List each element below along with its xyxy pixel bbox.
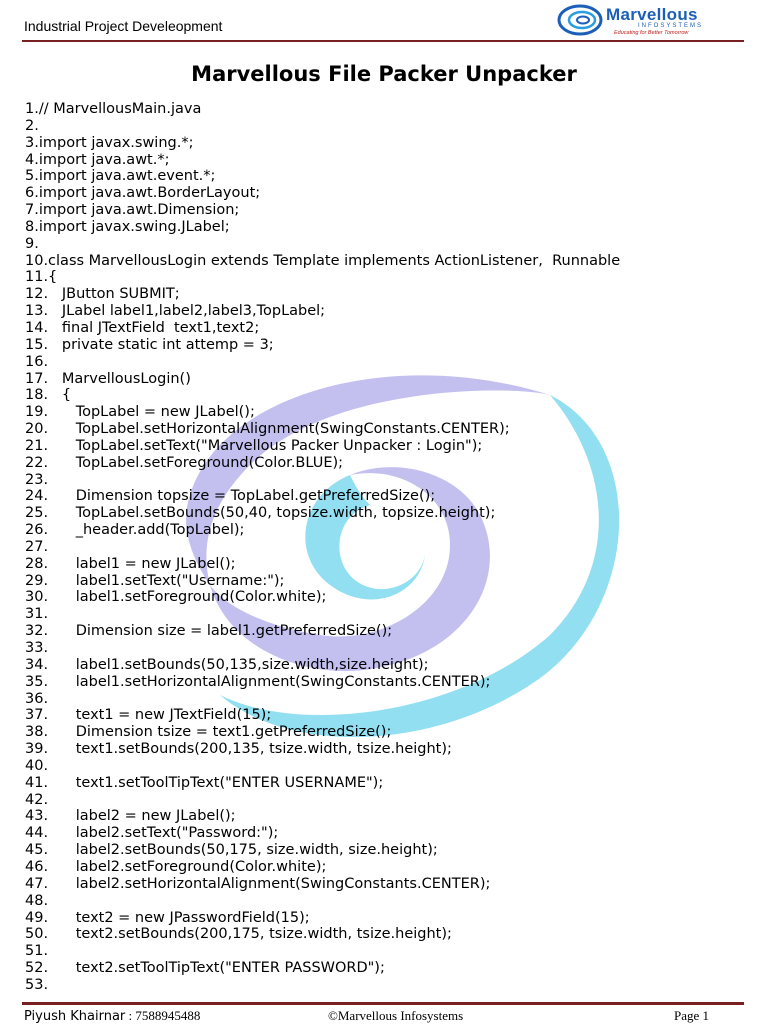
- logo-swirl-icon: [556, 2, 608, 38]
- code-line: 27.: [25, 538, 49, 555]
- code-line: 2.: [25, 117, 39, 134]
- page-header: [0, 0, 768, 44]
- company-logo: [556, 2, 746, 38]
- code-line: 28. label1 = new JLabel();: [25, 555, 236, 572]
- code-line: 5.import java.awt.event.*;: [25, 168, 216, 185]
- code-line: 45. label2.setBounds(50,175, size.width, size.height);: [25, 842, 438, 859]
- code-line: 51.: [25, 943, 49, 960]
- code-line: 23.: [25, 471, 49, 488]
- logo-text: Marvellous: [606, 5, 698, 24]
- code-line: 38. Dimension tsize = text1.getPreferredSize();: [25, 724, 392, 741]
- code-line: 10.class MarvellousLogin extends Template implements ActionListener, Runnable: [25, 252, 621, 269]
- code-line: 8.import javax.swing.JLabel;: [25, 218, 230, 235]
- footer-copyright: ©Marvellous Infosystems: [328, 1008, 464, 1023]
- code-line: 40.: [25, 757, 49, 774]
- code-line: 9.: [25, 235, 39, 252]
- header-title: Industrial Project Develeopment: [24, 18, 223, 34]
- code-listing: [25, 101, 745, 994]
- code-line: 11.{: [25, 269, 58, 286]
- code-line: 3.import javax.swing.*;: [25, 134, 194, 151]
- author-name: Piyush Khairnar: [24, 1009, 126, 1024]
- code-line: 52. text2.setToolTipText("ENTER PASSWORD");: [25, 960, 385, 977]
- code-line: 6.import java.awt.BorderLayout;: [25, 185, 261, 202]
- code-line: 42.: [25, 791, 49, 808]
- code-line: 15. private static int attemp = 3;: [25, 336, 274, 353]
- code-line: 34. label1.setBounds(50,135,size.width,size.height);: [25, 656, 429, 673]
- code-line: 19. TopLabel = new JLabel();: [25, 404, 255, 421]
- code-line: 49. text2 = new JPasswordField(15);: [25, 909, 310, 926]
- code-line: 48.: [25, 892, 49, 909]
- code-line: 14. final JTextField text1,text2;: [25, 319, 260, 336]
- logo-tagline: Educating for Better Tomorrow: [614, 30, 689, 36]
- code-line: 35. label1.setHorizontalAlignment(SwingConstants.CENTER);: [25, 673, 491, 690]
- code-line: 17. MarvellousLogin(): [25, 370, 191, 387]
- code-line: 29. label1.setText("Username:");: [25, 572, 285, 589]
- code-line: 50. text2.setBounds(200,175, tsize.width, tsize.height);: [25, 926, 452, 943]
- code-line: 53.: [25, 976, 49, 993]
- code-line: 21. TopLabel.setText("Marvellous Packer Unpacker : Login");: [25, 437, 483, 454]
- header-divider: [22, 40, 744, 42]
- code-line: 31.: [25, 606, 49, 623]
- code-line: 43. label2 = new JLabel();: [25, 808, 236, 825]
- code-line: 39. text1.setBounds(200,135, tsize.width, tsize.height);: [25, 741, 452, 758]
- code-line: 16.: [25, 353, 49, 370]
- code-line: 22. TopLabel.setForeground(Color.BLUE);: [25, 454, 344, 471]
- code-line: 1.// MarvellousMain.java: [25, 101, 202, 117]
- code-line: 12. JButton SUBMIT;: [25, 286, 180, 303]
- code-line: 26. _header.add(TopLabel);: [25, 522, 245, 539]
- code-line: 24. Dimension topsize = TopLabel.getPreferredSize();: [25, 488, 436, 505]
- code-line: 18. {: [25, 387, 72, 404]
- code-line: 36.: [25, 690, 49, 707]
- page-footer: [0, 1007, 768, 1024]
- code-line: 46. label2.setForeground(Color.white);: [25, 858, 327, 875]
- logo-subtext: INFOSYSTEMS: [638, 23, 704, 29]
- code-line: 30. label1.setForeground(Color.white);: [25, 589, 327, 606]
- document-title: Marvellous File Packer Unpacker: [191, 62, 577, 86]
- code-line: 20. TopLabel.setHorizontalAlignment(SwingConstants.CENTER);: [25, 421, 510, 438]
- code-line: 47. label2.setHorizontalAlignment(SwingConstants.CENTER);: [25, 875, 491, 892]
- code-line: 7.import java.awt.Dimension;: [25, 202, 240, 219]
- footer-divider: [22, 1002, 744, 1005]
- code-line: 41. text1.setToolTipText("ENTER USERNAME");: [25, 774, 384, 791]
- code-line: 13. JLabel label1,label2,label3,TopLabel;: [25, 303, 326, 320]
- code-line: 44. label2.setText("Password:");: [25, 825, 279, 842]
- code-line: 25. TopLabel.setBounds(50,40, topsize.width, topsize.height);: [25, 505, 496, 522]
- author-phone: : 7588945488: [125, 1008, 201, 1023]
- code-line: 33.: [25, 640, 49, 656]
- code-line: 4.import java.awt.*;: [25, 151, 170, 168]
- code-line: 32. Dimension size = label1.getPreferredSize();: [25, 623, 393, 640]
- code-line: 37. text1 = new JTextField(15);: [25, 707, 272, 724]
- page-number: Page 1: [674, 1008, 710, 1023]
- footer-author: [24, 1008, 200, 1024]
